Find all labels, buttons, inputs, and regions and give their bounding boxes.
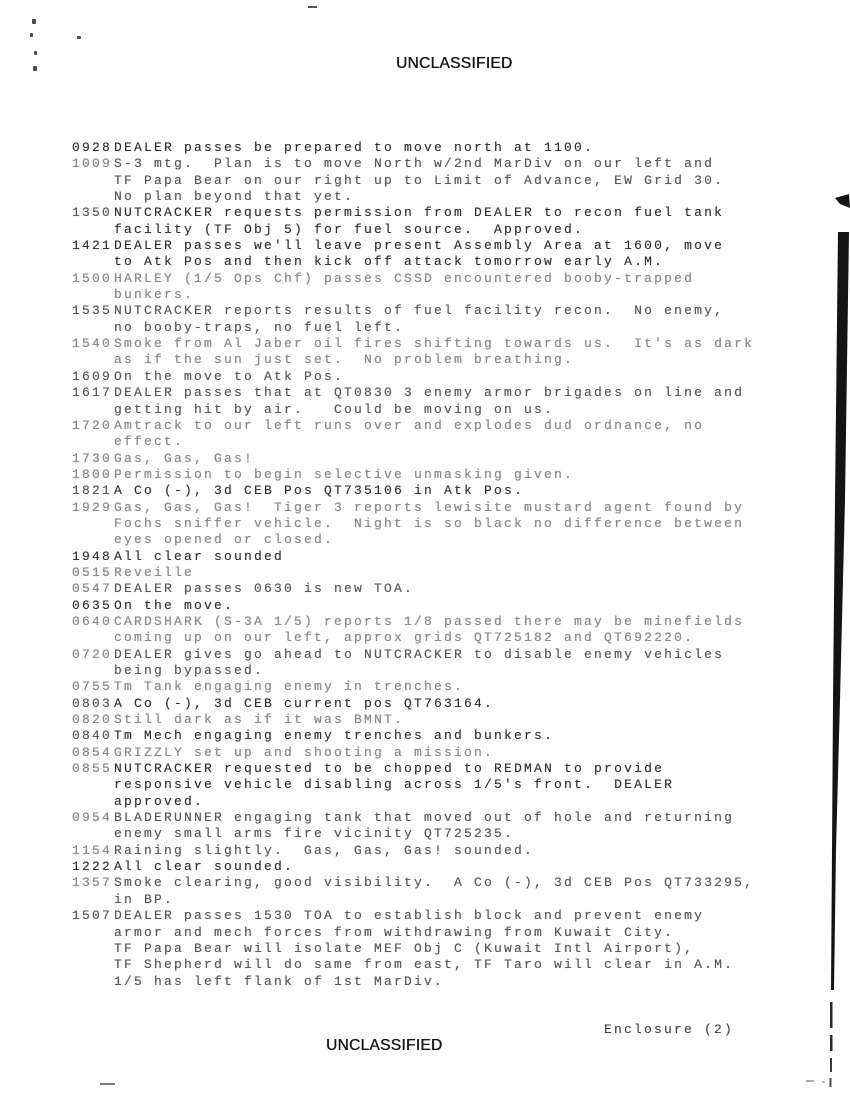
log-entry bbox=[72, 500, 828, 549]
entry-text-line: Tm Mech engaging enemy trenches and bunkers. bbox=[114, 728, 555, 744]
entry-text-line: Smoke from Al Jaber oil fires shifting towards us. It's as dark bbox=[114, 336, 755, 352]
entry-time: 1350 bbox=[72, 205, 113, 221]
entry-time: 1800 bbox=[72, 466, 113, 482]
scan-speck bbox=[33, 66, 37, 71]
entry-text-line: TF Papa Bear will isolate MEF Obj C (Kuwait Intl Airport), bbox=[114, 940, 695, 956]
log-entry bbox=[72, 156, 828, 205]
log-entry bbox=[72, 614, 828, 647]
entry-text-line: effect. bbox=[114, 434, 185, 450]
entry-time: 1154 bbox=[72, 842, 113, 858]
entry-time: 0755 bbox=[72, 679, 113, 695]
entry-text-line: DEALER passes be prepared to move north at 1100. bbox=[114, 140, 595, 155]
log-entry bbox=[72, 696, 828, 712]
entry-text-line: DEALER passes we'll leave present Assembly Area at 1600, move bbox=[114, 238, 725, 254]
entry-time: 1535 bbox=[72, 303, 113, 319]
entry-text-line: in BP. bbox=[114, 891, 175, 907]
entry-text-line: DEALER passes 1530 TOA to establish block and prevent enemy bbox=[114, 908, 705, 924]
entry-time: 0854 bbox=[72, 744, 113, 760]
entry-text-line: Permission to begin selective unmasking given. bbox=[114, 466, 575, 482]
entry-text bbox=[114, 336, 828, 369]
entry-text-line: bunkers. bbox=[114, 287, 195, 303]
entry-text-line: DEALER gives go ahead to NUTCRACKER to disable enemy vehicles bbox=[114, 646, 725, 662]
entry-text-line: enemy small arms fire vicinity QT725235. bbox=[114, 826, 515, 842]
log-entry bbox=[72, 336, 828, 369]
entry-text-line: GRIZZLY set up and shooting a mission. bbox=[114, 744, 495, 760]
entry-time: 1929 bbox=[72, 499, 113, 515]
entry-text bbox=[114, 140, 828, 156]
log-entry bbox=[72, 712, 828, 728]
scan-speck bbox=[822, 1081, 825, 1083]
entry-text-line: Amtrack to our left runs over and explodes dud ordnance, no bbox=[114, 417, 705, 433]
entry-text-line: NUTCRACKER requests permission from DEALER to recon fuel tank bbox=[114, 205, 725, 221]
entry-text bbox=[114, 875, 828, 908]
entry-text bbox=[114, 451, 828, 467]
log-entry bbox=[72, 467, 828, 483]
entry-time: 0803 bbox=[72, 695, 113, 711]
entry-text-line: being bypassed. bbox=[114, 663, 265, 678]
entry-text-line: Tm Tank engaging enemy in trenches. bbox=[114, 679, 465, 695]
entry-text-line: facility (TF Obj 5) for fuel source. Approved. bbox=[114, 221, 585, 237]
entry-text bbox=[114, 598, 828, 614]
entry-time: 1009 bbox=[72, 156, 113, 172]
entry-time: 1507 bbox=[72, 908, 113, 924]
entry-text-line: All clear sounded. bbox=[114, 859, 295, 875]
log-entries bbox=[72, 140, 828, 990]
log-entry bbox=[72, 843, 828, 859]
entry-text-line: A Co (-), 3d CEB current pos QT763164. bbox=[114, 695, 495, 711]
entry-text-line: Gas, Gas, Gas! bbox=[114, 450, 255, 466]
entry-text bbox=[114, 712, 828, 728]
log-entry bbox=[72, 679, 828, 695]
entry-text bbox=[114, 483, 828, 499]
entry-time: 1540 bbox=[72, 336, 113, 352]
entry-text-line: All clear sounded bbox=[114, 548, 285, 564]
entry-text bbox=[114, 761, 828, 810]
entry-time: 0855 bbox=[72, 761, 113, 777]
log-entry bbox=[72, 483, 828, 499]
entry-text bbox=[114, 500, 828, 549]
entry-time: 1357 bbox=[72, 875, 113, 891]
entry-text-line: responsive vehicle disabling across 1/5's front. DEALER bbox=[114, 777, 675, 793]
entry-text bbox=[114, 810, 828, 843]
entry-text-line: Raining slightly. Gas, Gas, Gas! sounded. bbox=[114, 842, 535, 858]
log-entry bbox=[72, 875, 828, 908]
log-entry bbox=[72, 761, 828, 810]
entry-time: 1500 bbox=[72, 270, 113, 286]
entry-text bbox=[114, 467, 828, 483]
entry-text-line: Fochs sniffer vehicle. Night is so black no difference between bbox=[114, 515, 745, 531]
log-entry bbox=[72, 581, 828, 597]
entry-text-line: coming up on our left, approx grids QT725182 and QT692220. bbox=[114, 630, 695, 646]
entry-text bbox=[114, 647, 828, 680]
entry-time: 1948 bbox=[72, 548, 113, 564]
entry-text bbox=[114, 696, 828, 712]
entry-time: 0640 bbox=[72, 613, 113, 629]
entry-text-line: On the move. bbox=[114, 597, 235, 613]
entry-text-line: On the move to Atk Pos. bbox=[114, 368, 345, 384]
entry-text-line: NUTCRACKER reports results of fuel facility recon. No enemy, bbox=[114, 303, 725, 319]
entry-time: 1720 bbox=[72, 417, 113, 433]
scan-dash bbox=[806, 1080, 814, 1082]
log-entry bbox=[72, 271, 828, 304]
entry-time: 0954 bbox=[72, 810, 113, 826]
entry-time: 1222 bbox=[72, 859, 113, 875]
enclosure-label: Enclosure (2) bbox=[604, 1022, 735, 1037]
scan-speck bbox=[32, 19, 36, 24]
entry-text-line: Still dark as if it was BMNT. bbox=[114, 712, 405, 728]
log-entry bbox=[72, 728, 828, 744]
entry-text-line: Gas, Gas, Gas! Tiger 3 reports lewisite mustard agent found by bbox=[114, 499, 745, 515]
entry-text bbox=[114, 614, 828, 647]
scan-speck bbox=[34, 51, 37, 55]
entry-time: 1617 bbox=[72, 385, 113, 401]
log-entry bbox=[72, 418, 828, 451]
entry-text-line: Reveille bbox=[114, 564, 195, 580]
log-entry bbox=[72, 745, 828, 761]
entry-text-line: Smoke clearing, good visibility. A Co (-), 3d CEB Pos QT733295, bbox=[114, 875, 755, 891]
entry-text-line: to Atk Pos and then kick off attack tomorrow early A.M. bbox=[114, 254, 665, 270]
entry-text-line: 1/5 has left flank of 1st MarDiv. bbox=[114, 973, 445, 989]
log-entry bbox=[72, 205, 828, 238]
scan-speck bbox=[77, 36, 81, 39]
entry-text-line: TF Papa Bear on our right up to Limit of Advance, EW Grid 30. bbox=[114, 172, 725, 188]
entry-text-line: armor and mech forces from withdrawing from Kuwait City. bbox=[114, 924, 675, 940]
entry-time: 0635 bbox=[72, 597, 113, 613]
entry-time: 1609 bbox=[72, 368, 113, 384]
entry-text bbox=[114, 238, 828, 271]
entry-text bbox=[114, 859, 828, 875]
entry-text-line: NUTCRACKER requested to be chopped to REDMAN to provide bbox=[114, 761, 665, 777]
log-entry bbox=[72, 810, 828, 843]
entry-text-line: DEALER passes 0630 is new TOA. bbox=[114, 581, 415, 597]
entry-text-line: S-3 mtg. Plan is to move North w/2nd MarDiv on our left and bbox=[114, 156, 715, 172]
log-entry bbox=[72, 647, 828, 680]
entry-time: 1821 bbox=[72, 483, 113, 499]
entry-text-line: A Co (-), 3d CEB Pos QT735106 in Atk Pos. bbox=[114, 483, 525, 499]
entry-text bbox=[114, 271, 828, 304]
scan-speck bbox=[30, 33, 33, 37]
entry-text bbox=[114, 843, 828, 859]
entry-text bbox=[114, 565, 828, 581]
scan-dash bbox=[100, 1083, 115, 1085]
entry-time: 0928 bbox=[72, 140, 113, 155]
log-entry bbox=[72, 303, 828, 336]
entry-text bbox=[114, 679, 828, 695]
entry-time: 0547 bbox=[72, 581, 113, 597]
entry-time: 0820 bbox=[72, 712, 113, 728]
log-entry bbox=[72, 140, 828, 156]
entry-time: 1730 bbox=[72, 450, 113, 466]
entry-text bbox=[114, 581, 828, 597]
log-entry bbox=[72, 385, 828, 418]
log-entry bbox=[72, 451, 828, 467]
entry-text bbox=[114, 303, 828, 336]
entry-text-line: HARLEY (1/5 Ops Chf) passes CSSD encountered booby-trapped bbox=[114, 270, 695, 286]
entry-text bbox=[114, 745, 828, 761]
classification-header: UNCLASSIFIED bbox=[396, 55, 513, 72]
entry-text bbox=[114, 418, 828, 451]
scan-dash bbox=[308, 6, 317, 8]
log-entry bbox=[72, 908, 828, 990]
entry-text-line: BLADERUNNER engaging tank that moved out of hole and returning bbox=[114, 810, 735, 826]
entry-text-line: no booby-traps, no fuel left. bbox=[114, 319, 405, 335]
scan-edge-artifact bbox=[828, 190, 850, 1095]
log-entry bbox=[72, 598, 828, 614]
entry-time: 0515 bbox=[72, 564, 113, 580]
entry-time: 0720 bbox=[72, 646, 113, 662]
entry-text-line: DEALER passes that at QT0830 3 enemy armor brigades on line and bbox=[114, 385, 745, 401]
entry-text-line: eyes opened or closed. bbox=[114, 532, 335, 548]
entry-text-line: approved. bbox=[114, 793, 205, 809]
entry-text-line: No plan beyond that yet. bbox=[114, 189, 355, 205]
entry-text bbox=[114, 205, 828, 238]
entry-text bbox=[114, 549, 828, 565]
entry-text-line: getting hit by air. Could be moving on us. bbox=[114, 401, 555, 417]
entry-text bbox=[114, 156, 828, 205]
entry-text-line: TF Shepherd will do same from east, TF Taro will clear in A.M. bbox=[114, 957, 735, 973]
log-entry bbox=[72, 369, 828, 385]
log-entry bbox=[72, 238, 828, 271]
entry-text-line: as if the sun just set. No problem breathing. bbox=[114, 352, 575, 368]
log-entry bbox=[72, 565, 828, 581]
entry-text bbox=[114, 728, 828, 744]
entry-text bbox=[114, 385, 828, 418]
entry-time: 0840 bbox=[72, 728, 113, 744]
log-entry bbox=[72, 549, 828, 565]
log-entry bbox=[72, 859, 828, 875]
entry-time: 1421 bbox=[72, 238, 113, 254]
classification-footer: UNCLASSIFIED bbox=[326, 1037, 443, 1054]
entry-text bbox=[114, 369, 828, 385]
entry-text bbox=[114, 908, 828, 990]
entry-text-line: CARDSHARK (S-3A 1/5) reports 1/8 passed there may be minefields bbox=[114, 613, 745, 629]
